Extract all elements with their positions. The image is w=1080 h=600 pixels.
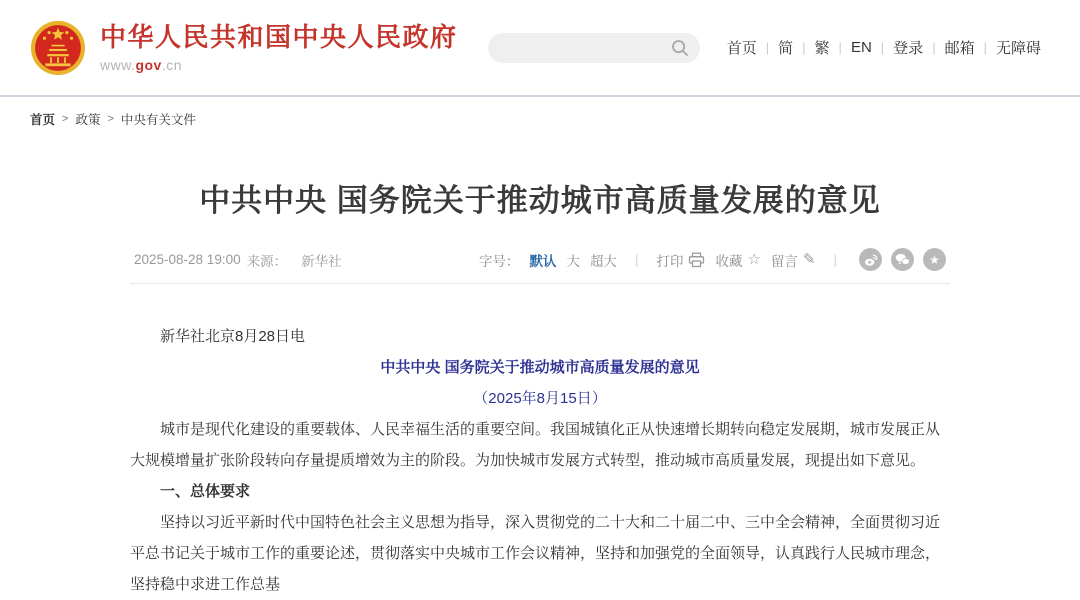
breadcrumb-policy[interactable]: 政策 (75, 113, 101, 127)
paragraph: 城市是现代化建设的重要载体、人民幸福生活的重要空间。我国城镇化正从快速增长期转向稳定发展期，城市发展正从大规模增量扩张阶段转向存量提质增效为主的阶段。为加快城市发展方式转型，推动城市高质量发展，现提出如下意见。 (130, 421, 941, 469)
nav-accessibility[interactable]: 无障碍 (995, 40, 1041, 57)
article-meta (130, 248, 950, 284)
breadcrumb-home[interactable]: 首页 (30, 113, 56, 127)
font-size-default[interactable]: 默认 (529, 253, 557, 269)
breadcrumb-separator: > (62, 113, 69, 125)
nav-simplified[interactable]: 简 (778, 40, 794, 57)
paragraph: 坚持以习近平新时代中国特色社会主义思想为指导，深入贯彻党的二十大和二十届二中、三中全会精神，全面贯彻习近平总书记关于城市工作的重要论述，贯彻落实中央城市工作会议精神，坚持和加强党的全面领导，认真践行人民城市理念，坚持稳中求进工作总基 (130, 514, 941, 593)
search-icon[interactable] (671, 39, 689, 57)
source-name[interactable]: 新华社 (301, 253, 342, 269)
publish-datetime: 2025-08-28 19:00 (134, 252, 241, 267)
search-input[interactable] (488, 33, 700, 63)
site-logo[interactable] (30, 20, 458, 76)
nav-separator: | (838, 40, 842, 55)
nav-separator: | (932, 40, 936, 55)
source-label: 来源： (246, 253, 288, 269)
font-size-label: 字号： (478, 253, 520, 269)
printer-icon (688, 252, 705, 268)
share-buttons (859, 248, 946, 271)
nav-home[interactable]: 首页 (726, 40, 757, 57)
qzone-share-icon[interactable]: ★ (923, 248, 946, 271)
nav-login[interactable]: 登录 (893, 40, 924, 57)
star-icon: ☆ (747, 251, 761, 268)
meta-separator: | (634, 252, 639, 267)
favorite-button[interactable]: 收藏 ☆ (715, 251, 761, 269)
article-meta-tools (479, 248, 946, 271)
site-header (0, 0, 1080, 97)
breadcrumb-separator: > (107, 113, 114, 125)
print-button[interactable]: 打印 (656, 250, 705, 270)
section-heading: 一、总体要求 (160, 483, 251, 500)
article-meta-left (134, 250, 342, 270)
nav-mail[interactable]: 邮箱 (944, 40, 975, 57)
nav-traditional[interactable]: 繁 (814, 40, 830, 57)
article (130, 175, 950, 600)
page-title: 中共中央 国务院关于推动城市高质量发展的意见 (199, 183, 881, 218)
pencil-icon: ✎ (802, 251, 816, 268)
nav-english[interactable]: EN (850, 39, 872, 56)
wechat-share-icon[interactable] (891, 248, 914, 271)
meta-separator: | (833, 252, 837, 267)
top-nav (718, 37, 1050, 58)
search-box (488, 33, 700, 63)
document-date: （2025年8月15日） (473, 390, 607, 407)
comment-button[interactable]: 留言 ✎ (770, 251, 816, 269)
nav-separator: | (802, 40, 806, 55)
site-url: www.gov.cn (100, 57, 183, 74)
dateline: 新华社北京8月28日电 (160, 328, 306, 345)
site-title: 中华人民共和国中央人民政府 (100, 21, 458, 52)
nav-separator: | (765, 40, 770, 55)
weibo-share-icon[interactable] (859, 248, 882, 271)
font-size-xlarge[interactable]: 超大 (589, 253, 617, 269)
nav-separator: | (880, 40, 885, 55)
breadcrumb-current: 中央有关文件 (120, 113, 196, 127)
nav-separator: | (983, 40, 987, 55)
font-size-large[interactable]: 大 (566, 253, 580, 269)
document-title: 中共中央 国务院关于推动城市高质量发展的意见 (380, 359, 700, 376)
national-emblem-icon (30, 20, 86, 76)
breadcrumb (0, 97, 1080, 139)
article-body (130, 321, 950, 600)
